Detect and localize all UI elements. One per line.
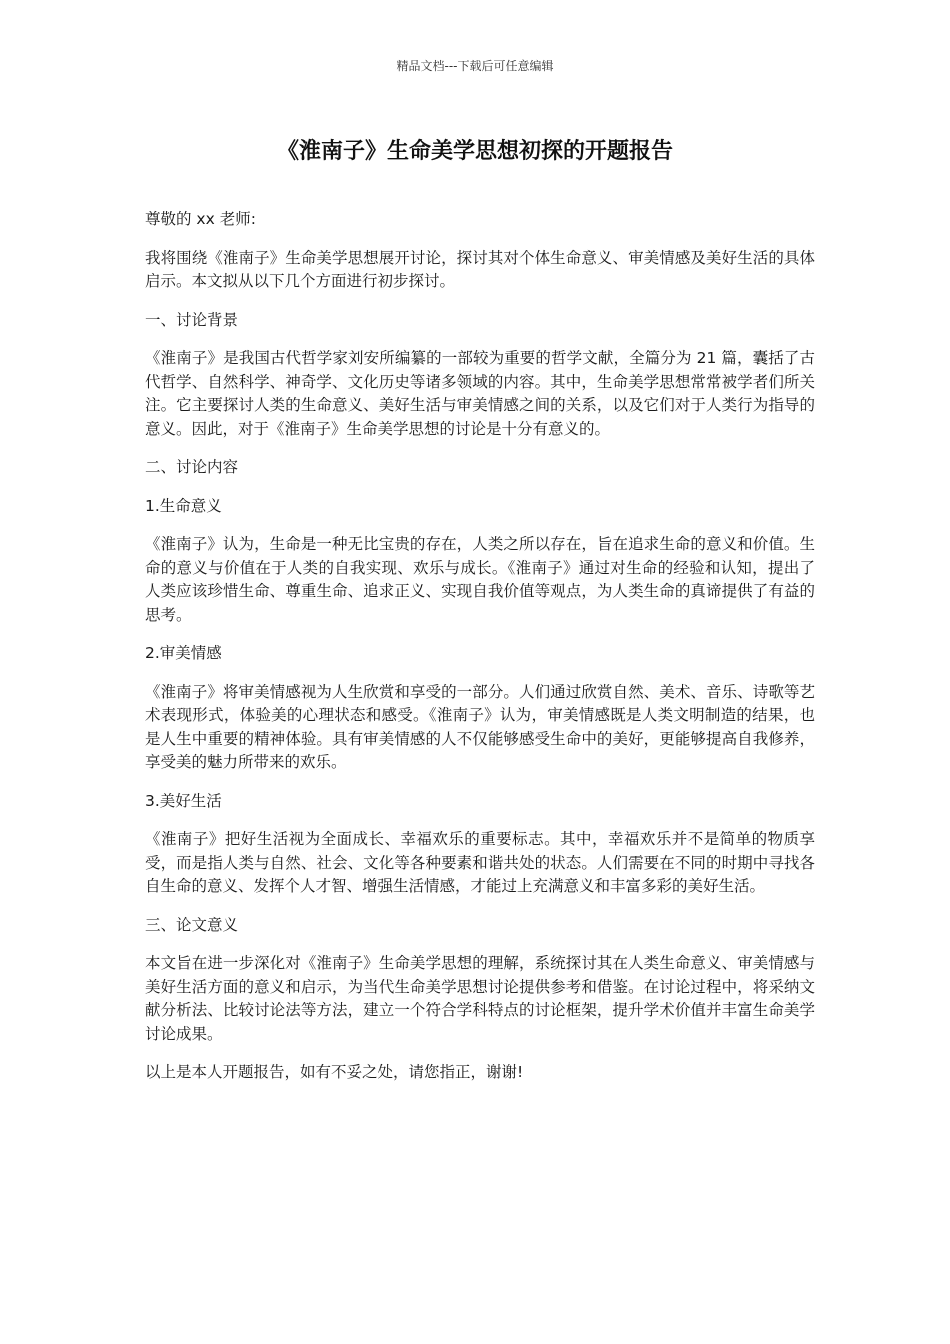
section-paragraph-background: 《淮南子》是我国古代哲学家刘安所编纂的一部较为重要的哲学文献，全篇分为 21 篇，囊括了古代哲学、自然科学、神奇学、文化历史等诸多领域的内容。其中，生命美学思想常常被学者们所关注。它主要探讨人类的生命意义、美好生活与审美情感之间的关系，以及它们对于人类行为指导的意义。因此，对于《淮南子》生命美学思想的讨论是十分有意义的。 bbox=[145, 349, 815, 438]
closing-line: 以上是本人开题报告，如有不妥之处，请您指正，谢谢! bbox=[145, 1063, 524, 1081]
salutation: 尊敬的 xx 老师: bbox=[145, 210, 256, 228]
document-title: 《淮南子》生命美学思想初探的开题报告 bbox=[276, 139, 673, 164]
section-heading-background: 一、讨论背景 bbox=[145, 310, 239, 329]
subsection-heading-aesthetic-emotion: 2.审美情感 bbox=[145, 644, 222, 662]
document-body bbox=[145, 208, 815, 1100]
subsection-heading-life-meaning: 1.生命意义 bbox=[145, 496, 222, 515]
subsection-paragraph-aesthetic-emotion: 《淮南子》将审美情感视为人生欣赏和享受的一部分。人们通过欣赏自然、美术、音乐、诗歌等艺术表现形式，体验美的心理状态和感受。《淮南子》认为，审美情感既是人类文明制造的结果，也是人生中重要的精神体验。具有审美情感的人不仅能够感受生命中的美好，更能够提高自我修养，享受美的魅力所带来的欢乐。 bbox=[145, 682, 815, 771]
intro-paragraph: 我将围绕《淮南子》生命美学思想展开讨论，探讨其对个体生命意义、审美情感及美好生活的具体启示。本文拟从以下几个方面进行初步探讨。 bbox=[145, 248, 815, 290]
section-paragraph-significance: 本文旨在进一步深化对《淮南子》生命美学思想的理解，系统探讨其在人类生命意义、审美情感与美好生活方面的意义和启示，为当代生命美学思想讨论提供参考和借鉴。在讨论过程中，将采纳文献分析法、比较讨论法等方法，建立一个符合学科特点的讨论框架，提升学术价值并丰富生命美学讨论成果。 bbox=[145, 954, 815, 1043]
header-note: 精品文档---下载后可任意编辑 bbox=[396, 59, 554, 73]
subsection-paragraph-life-meaning: 《淮南子》认为，生命是一种无比宝贵的存在，人类之所以存在，旨在追求生命的意义和价值。生命的意义与价值在于人类的自我实现、欢乐与成长。《淮南子》通过对生命的经验和认知，提出了人类应该珍惜生命、尊重生命、追求正义、实现自我价值等观点，为人类生命的真谛提供了有益的思考。 bbox=[145, 535, 815, 624]
section-heading-content: 二、讨论内容 bbox=[145, 458, 239, 476]
subsection-heading-good-life: 3.美好生活 bbox=[145, 791, 222, 810]
section-heading-significance: 三、论文意义 bbox=[145, 915, 239, 934]
subsection-paragraph-good-life: 《淮南子》把好生活视为全面成长、幸福欢乐的重要标志。其中，幸福欢乐并不是简单的物质享受，而是指人类与自然、社会、文化等各种要素和谐共处的状态。人们需要在不同的时期中寻找各自生命的意义、发挥个人才智、增强生活情感，才能过上充满意义和丰富多彩的美好生活。 bbox=[145, 830, 815, 895]
